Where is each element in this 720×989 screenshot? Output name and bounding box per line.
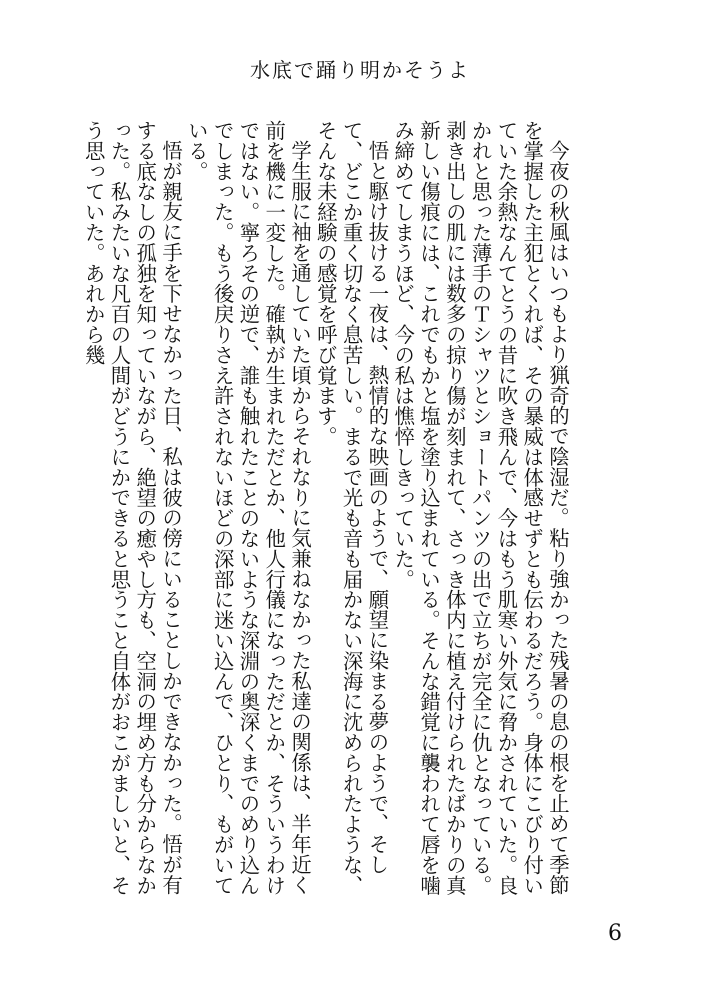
- paragraph: 悟が親友に手を下せなかった日、私は彼の傍にいることしかできなかった。悟が有する底なしの孤独を知っていながら、絶望の癒やし方も、空洞の埋め方も分からなかった。私みたいな凡百の人間がどうにかできると思うこと自体がおこがましいと、そう思っていた。あれから幾: [81, 120, 184, 896]
- page-number: 6: [608, 921, 622, 946]
- paragraph: 学生服に袖を通していた頃からそれなりに気兼ねなかった私達の関係は、半年近く前を機に一変した。確執が生まれただとか、他人行儀になっただとか、そういうわけではない。寧ろその逆で、誰も触れたことのないような深淵の奥深くまでのめり込んでしまった。もう後戻りさえ許されないほどの深部に迷い込んで、ひとり、もがいている。: [184, 120, 313, 896]
- page-title: 水底で踊り明かそうよ: [250, 58, 470, 82]
- paragraph: 悟と駆け抜ける一夜は、熱情的な映画のようで、願望に染まる夢のようで、そして、どこか重く切なく息苦しい。まるで光も音も届かない深海に沈められたような、そんな未経験の感覚を呼び覚ます。: [313, 120, 390, 896]
- paragraph: 今夜の秋風はいつもより猟奇的で陰湿だ。粘り強かった残暑の息の根を止めて季節を掌握した主犯とくれば、その暴威は体感せずとも伝わるだろう。身体にこびり付いていた余熱なんてとうの昔に吹き飛んで、今はもう肌寒い外気に脅かされていた。良かれと思った薄手のＴシャツとショートパンツの出で立ちが完全に仇となっている。剥き出しの肌には数多の掠り傷が刻まれて、さっき体内に植え付けられたばかりの真新しい傷痕には、これでもかと塩を塗り込まれている。そんな錯覚に襲われて唇を噛み締めてしまうほど、今の私は憔悴しきっていた。: [391, 120, 570, 896]
- body-text: [80, 120, 570, 910]
